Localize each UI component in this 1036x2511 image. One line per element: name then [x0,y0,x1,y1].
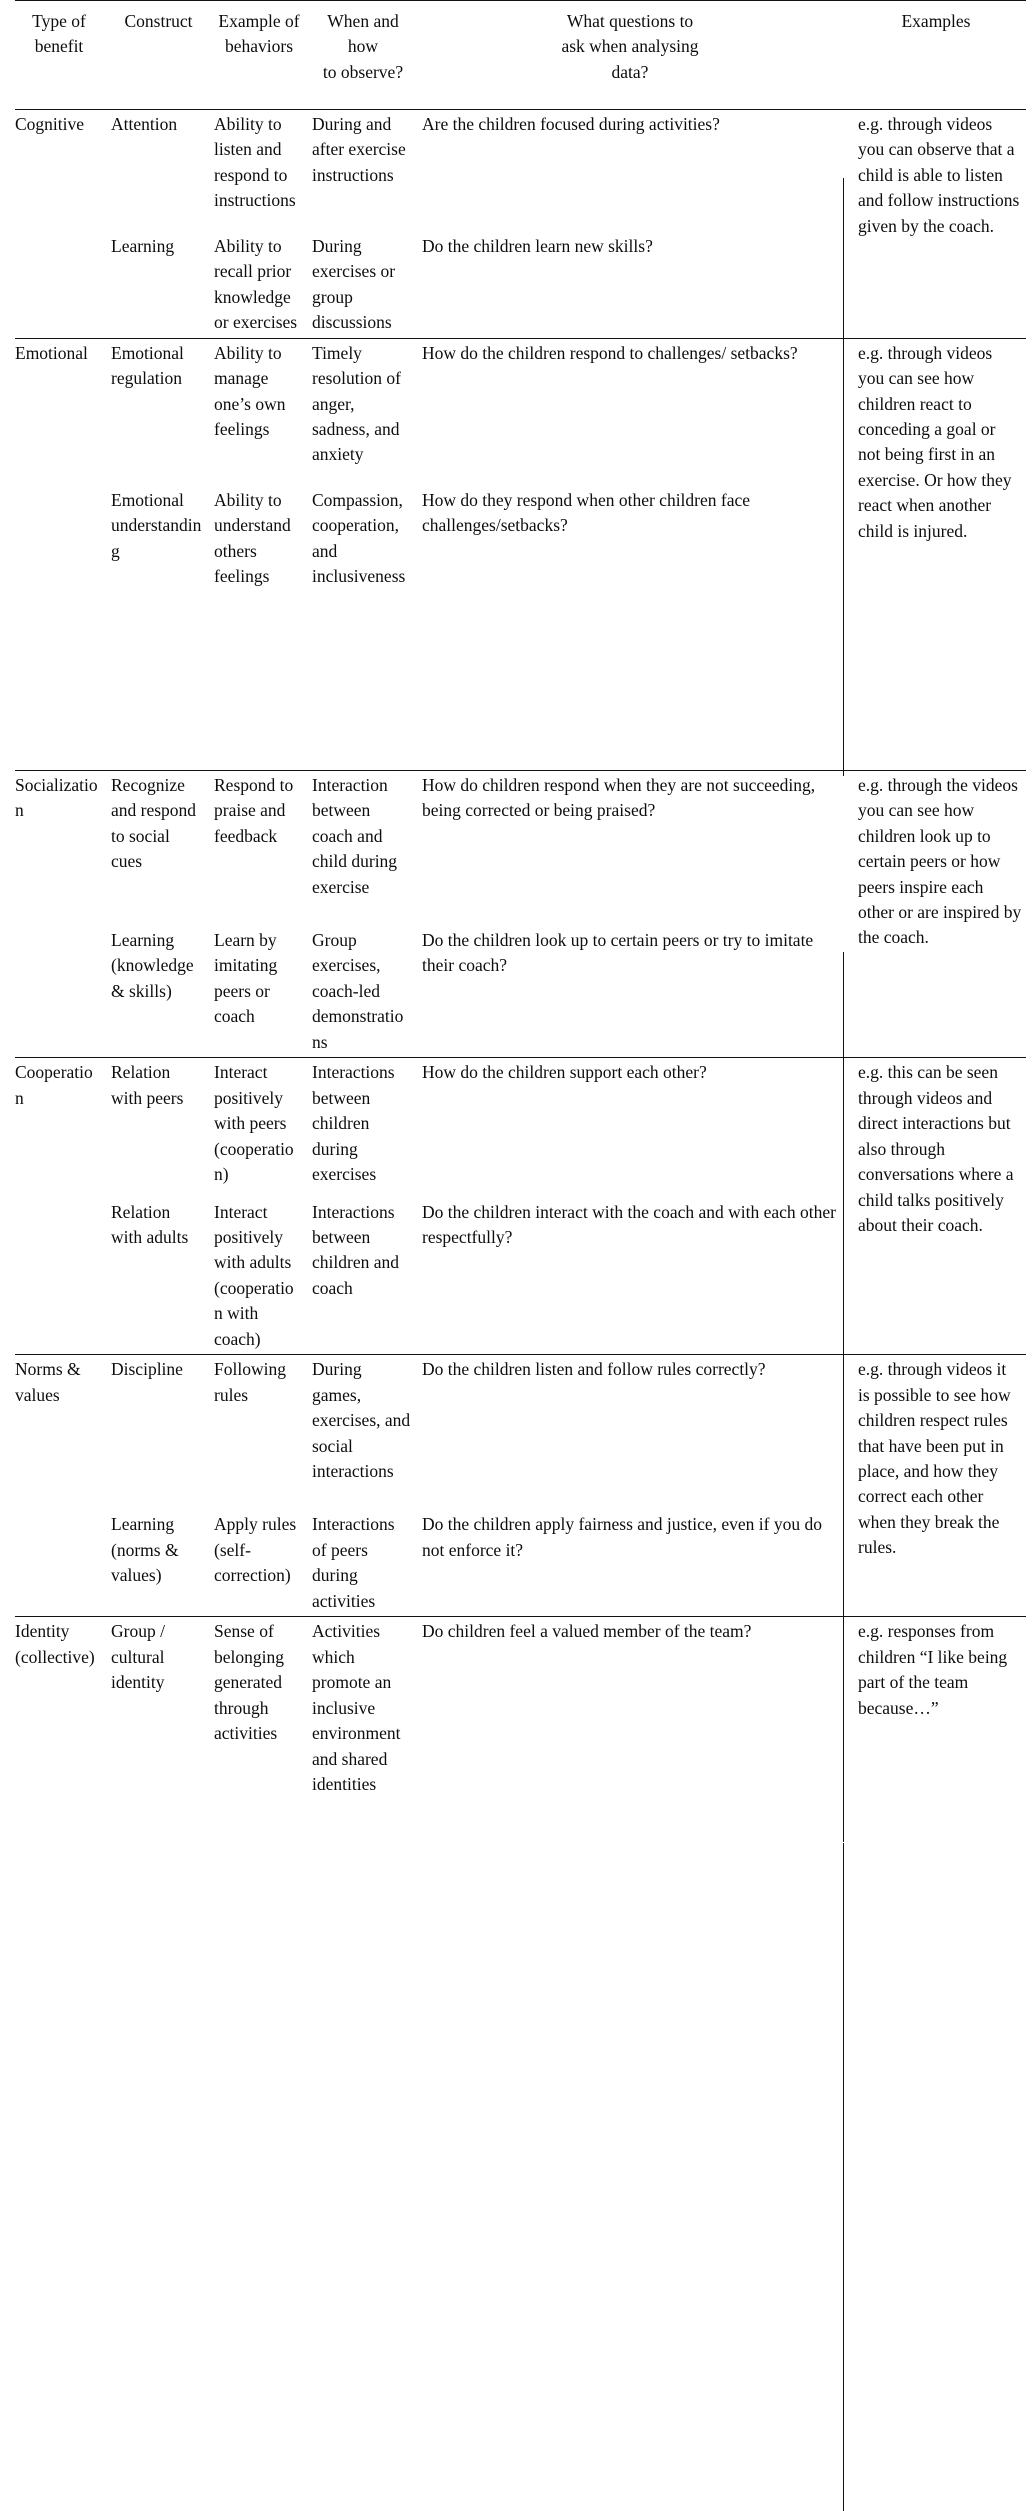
cell-type-of-benefit: Cooperation [15,1058,111,1190]
cell-examples: e.g. through the videos you can see how children look up to certain peers or how peers inspire each other or are inspired by the coach. [846,770,1026,1058]
cell-behaviors: Learn by imitating peers or coach [214,929,278,1027]
column-header-construct: Construct [124,11,193,31]
cell-type-of-benefit [15,902,111,1058]
cell-observe: During games, exercises, and social interactions [312,1355,422,1487]
cell-questions: Do the children listen and follow rules correctly? [422,1355,846,1487]
column-header-example-of-behaviors: Example of behaviors [218,11,300,57]
table-body [15,110,1026,1800]
cell-construct: Discipline [111,1355,214,1487]
benefit-observation-table [15,0,1026,1799]
column-header-examples: Examples [901,11,971,31]
cell-questions: How do the children support each other? [422,1058,846,1190]
cell-type-of-benefit: Norms & values [15,1355,111,1487]
cell-questions: How do children respond when they are not succeeding, being corrected or being praised? [422,770,846,902]
cell-observe: Activities which promote an inclusive environment and shared identities [312,1617,422,1800]
cell-observe: During and after exercise instructions [312,110,422,216]
cell-questions: Do children feel a valued member of the team? [422,1617,846,1800]
column-header-type-of-benefit: Type of benefit [32,11,86,57]
cell-construct: Relation with adults [111,1201,189,1247]
page-break-gap [15,592,1026,771]
cell-type-of-benefit [15,216,111,338]
cell-construct: Learning (norms & values) [111,1514,179,1586]
cell-type-of-benefit: Cognitive [15,110,111,216]
table-row [15,338,1026,470]
cell-type-of-benefit: Socialization [15,770,111,902]
cell-construct: Emotional understanding [111,489,202,561]
cell-behaviors: Ability to understand others feelings [214,489,291,587]
cell-observe: Interactions between children and coach [312,1201,399,1298]
cell-observe: Interaction between coach and child during exercise [312,770,422,902]
cell-examples: e.g. through videos you can see how children react to conceding a goal or not being first in an exercise. Or how they react when another child is injured. [846,338,1026,592]
cell-questions: Do the children learn new skills? [422,235,653,256]
cell-questions: Do the children look up to certain peers or try to imitate their coach? [422,929,814,976]
cell-observe: Group exercises, coach-led demonstrations [312,929,404,1052]
cell-observe: Compassion, cooperation, and inclusiveness [312,489,406,587]
cell-behaviors: Ability to recall prior knowledge or exercises [214,235,298,333]
cell-examples: e.g. through videos it is possible to see how children respect rules that have been put in place, and how they correct each other when they break the rules. [846,1355,1026,1617]
cell-observe: Interactions of peers during activities [312,1514,395,1611]
table-row [15,110,1026,216]
cell-type-of-benefit [15,1190,111,1355]
cell-behaviors: Ability to listen and respond to instructions [214,110,312,216]
cell-questions: Do the children apply fairness and justice, even if you do not enforce it? [422,1514,822,1560]
cell-type-of-benefit: Emotional [15,338,111,470]
table-row [15,1058,1026,1190]
cell-questions: Do the children interact with the coach and with each other respectfully? [422,1201,837,1247]
cell-construct: Learning (knowledge & skills) [111,929,194,1001]
cell-observe: During exercises or group discussions [312,235,396,333]
cell-construct: Attention [111,110,214,216]
table-row [15,1355,1026,1487]
cell-behaviors: Respond to praise and feedback [214,770,312,902]
examples-column-divider-4 [843,2287,844,2511]
cell-questions: Are the children focused during activities? [422,110,846,216]
cell-behaviors: Following rules [214,1355,312,1487]
cell-construct: Group / cultural identity [111,1617,214,1800]
cell-construct: Relation with peers [111,1058,214,1190]
cell-examples: e.g. through videos you can observe that a child is able to listen and follow instructions given by the coach. [846,110,1026,339]
cell-type-of-benefit [15,470,111,592]
cell-observe: Timely resolution of anger, sadness, and anxiety [312,338,422,470]
column-header-row [15,3,1026,110]
table-row [15,770,1026,902]
cell-questions: How do the children respond to challenges/ setbacks? [422,338,846,470]
cell-construct: Recognize and respond to social cues [111,770,214,902]
cell-observe: Interactions between children during exercises [312,1058,422,1190]
cell-behaviors: Interact positively with peers (cooperation) [214,1058,312,1190]
cell-examples: e.g. responses from children “I like being part of the team because…” [846,1617,1026,1800]
column-header-what-questions: What questions to ask when analysing data? [561,11,699,82]
cell-behaviors: Ability to manage one’s own feelings [214,338,312,470]
column-header-when-and-how-to-observe: When and how to observe? [322,11,404,82]
cell-examples: e.g. this can be seen through videos and direct interactions but also through conversations where a child talks positively about their coach. [846,1058,1026,1355]
cell-questions: How do they respond when other children face challenges/setbacks? [422,489,751,536]
table-row [15,1617,1026,1800]
cell-behaviors: Sense of belonging generated through activities [214,1617,312,1800]
cell-type-of-benefit [15,1486,111,1616]
cell-construct: Learning [111,235,175,256]
cell-construct: Emotional regulation [111,338,214,470]
table-header [15,1,1026,110]
cell-type-of-benefit: Identity (collective) [15,1617,111,1800]
examples-column-divider-3 [843,1843,844,2287]
cell-behaviors: Apply rules (self-correction) [214,1514,297,1586]
cell-behaviors: Interact positively with adults (cooperation with coach) [214,1201,294,1349]
